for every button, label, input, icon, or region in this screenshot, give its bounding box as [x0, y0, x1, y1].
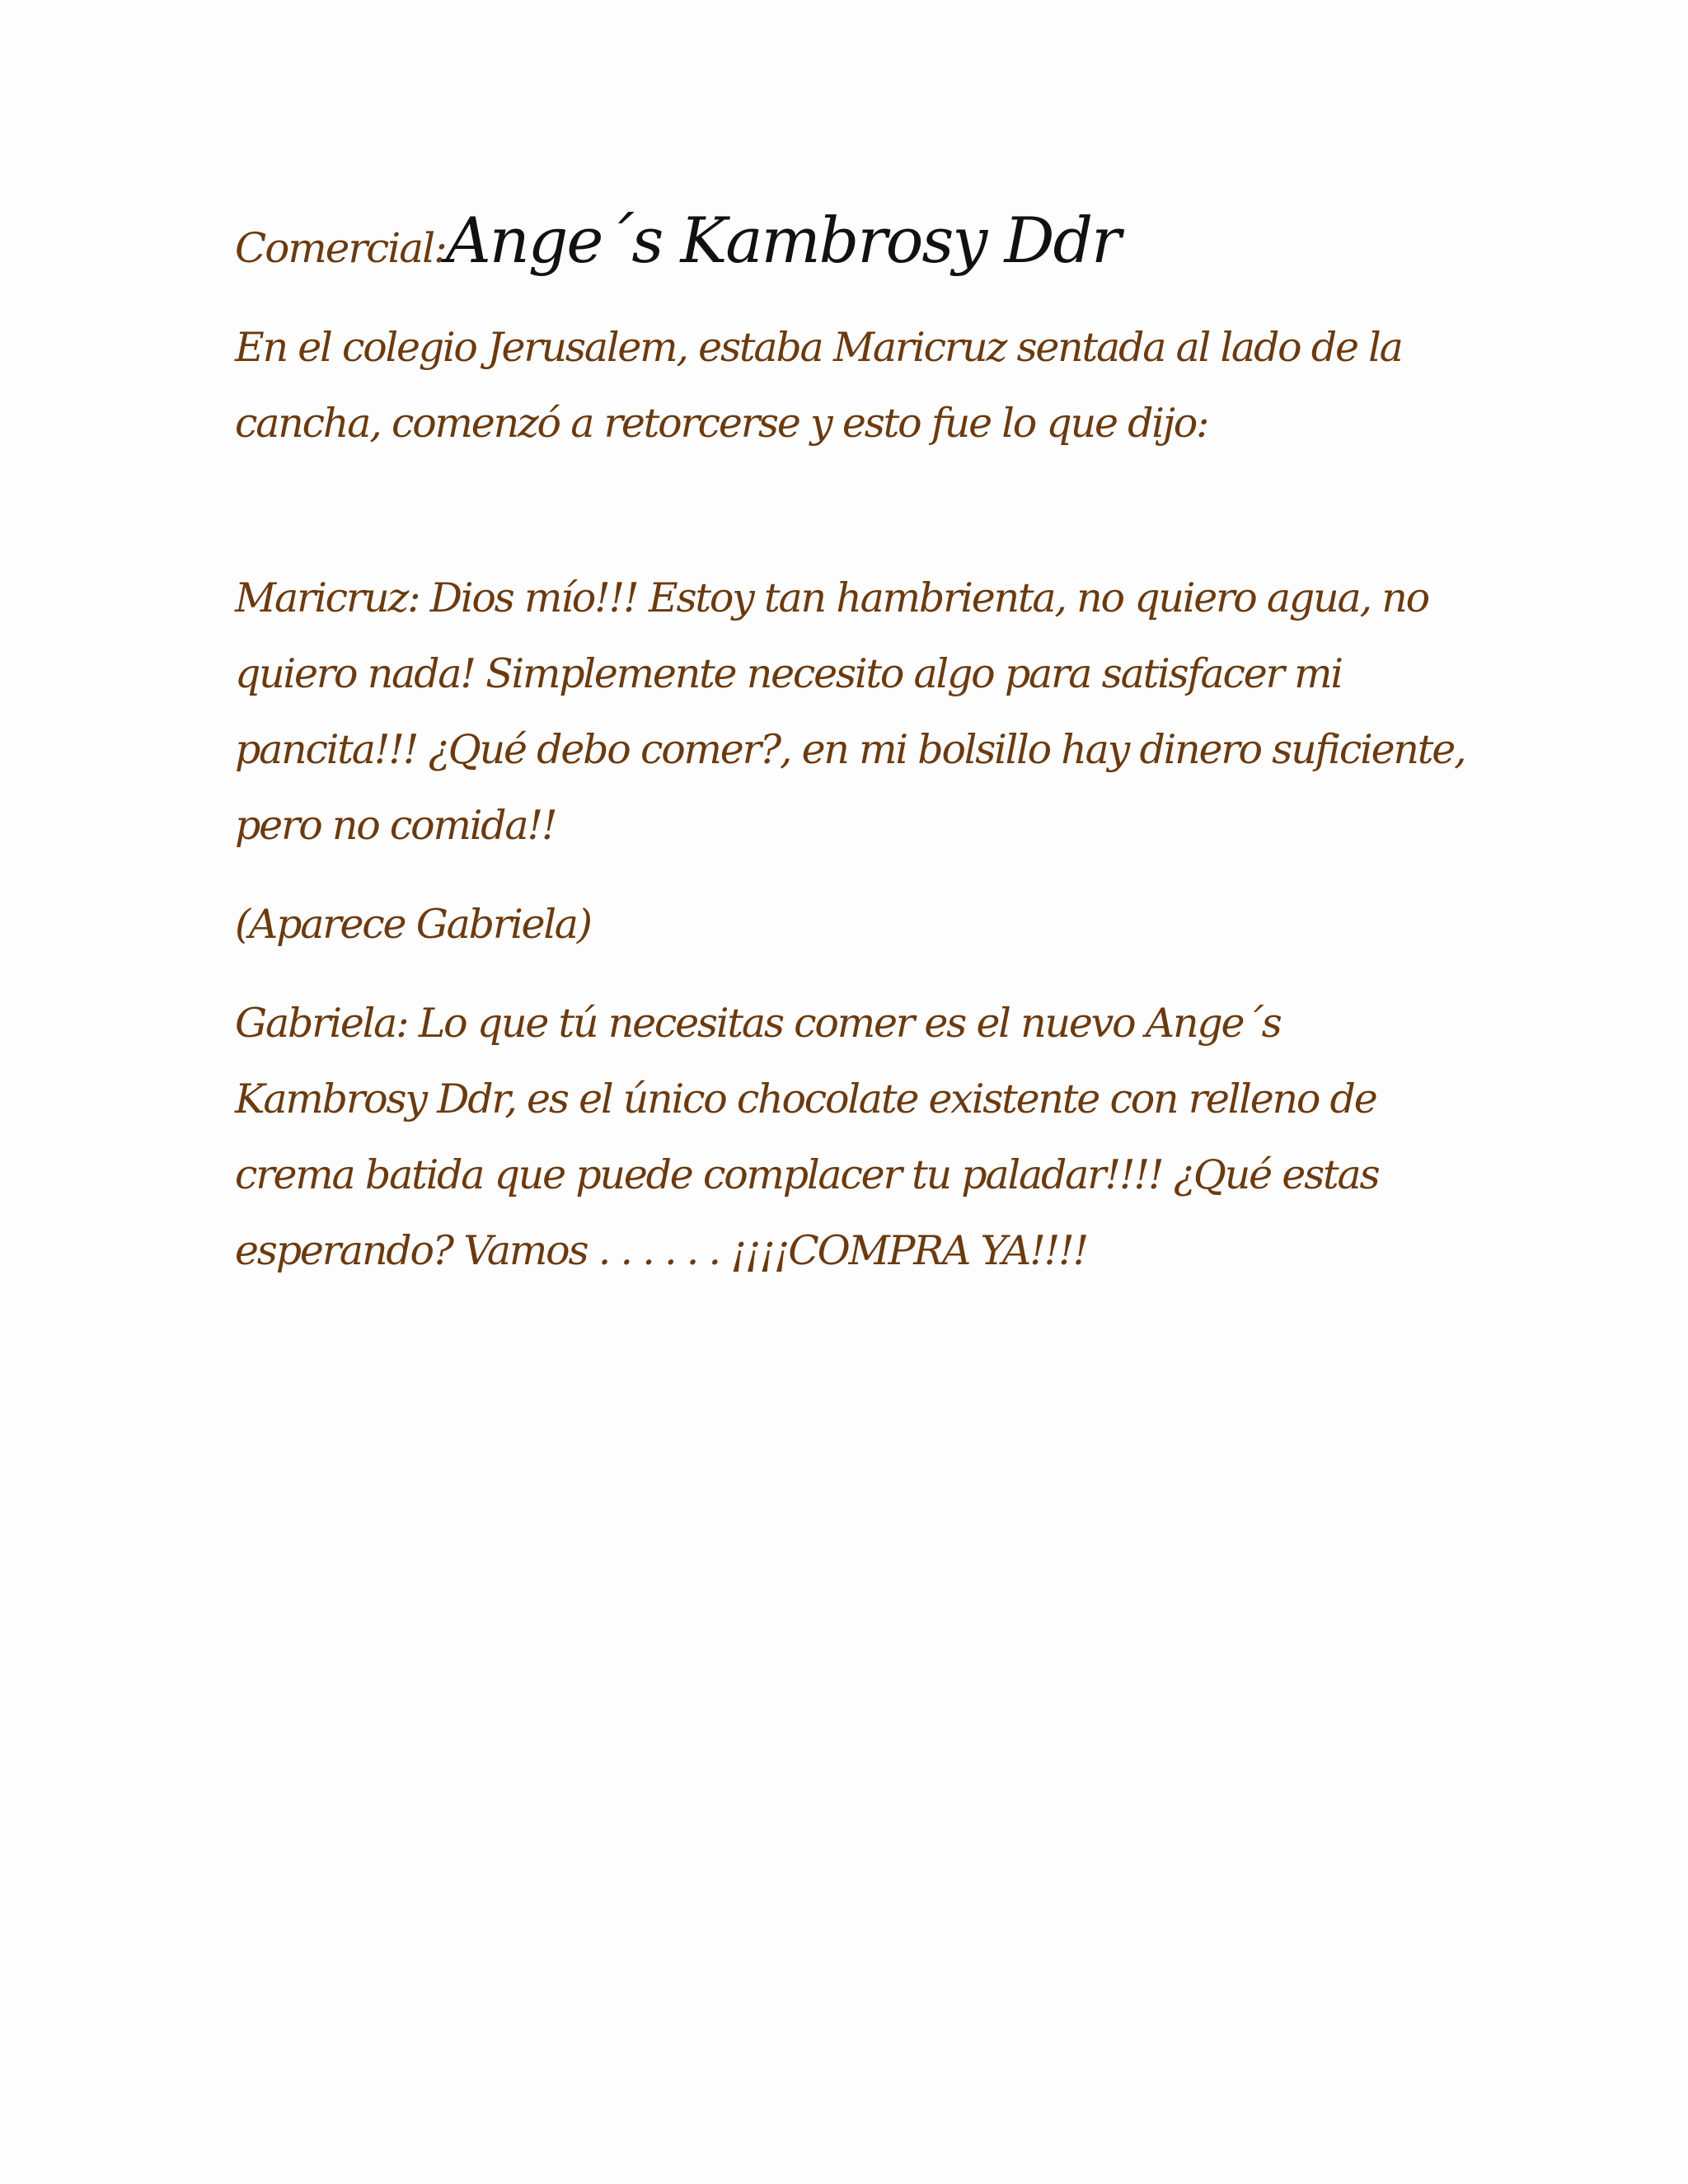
maricruz-dialogue: Maricruz: Dios mío!!! Estoy tan hambrienta, no quiero agua, no quiero nada! Simplemente necesito algo para satisfacer mi pancita!!! ¿Qué debo comer?, en mi bolsillo hay dinero suficiente, pero no comida!!: [235, 574, 1465, 849]
title-main: Ange´s Kambrosy Ddr: [445, 204, 1120, 277]
title-prefix: Comercial:: [235, 224, 446, 272]
intro-paragraph: En el colegio Jerusalem, estaba Maricruz sentada al lado de la cancha, comenzó a retorcerse y esto fue lo que dijo:: [235, 323, 1402, 447]
stage-direction: (Aparece Gabriela): [235, 900, 591, 948]
document-body: [235, 206, 1471, 1289]
document-title: [235, 206, 1471, 275]
gabriela-dialogue: Gabriela: Lo que tú necesitas comer es el nuevo Ange´s Kambrosy Ddr, es el único chocolate existente con relleno de crema batida que puede complacer tu paladar!!!! ¿Qué estas esperando? Vamos . . . . . . ¡¡¡¡COMPRA YA!!!!: [235, 999, 1379, 1274]
